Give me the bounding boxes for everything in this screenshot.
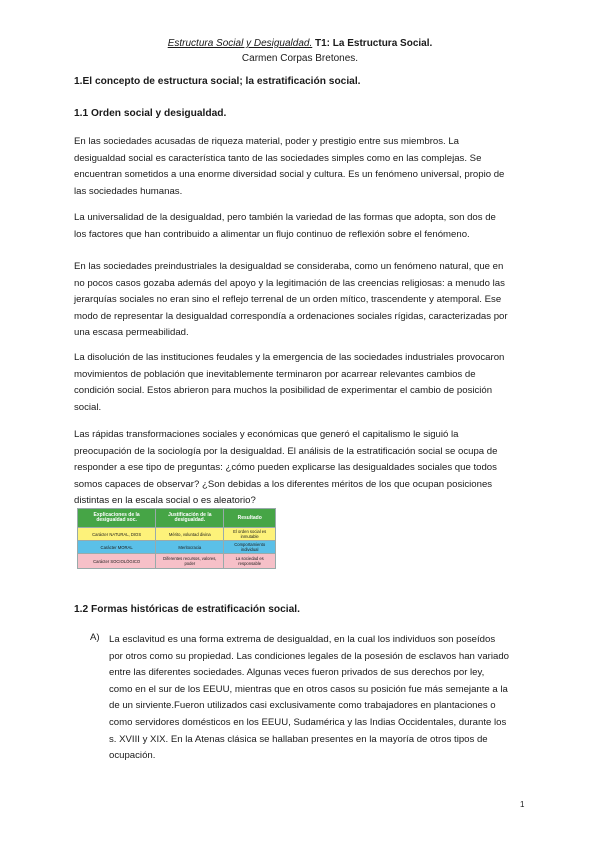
text-line: distintas en la escala social o es aleatorio? [74, 495, 256, 507]
paragraph-2 [74, 210, 534, 243]
table-header-cell: Explicaciones de la desigualdad soc. [78, 509, 156, 528]
course-title: Estructura Social y Desigualdad. [167, 38, 313, 49]
text-line: condición social. Estos abrieron para muchos la posibilidad de experimentar el cambio de posición [74, 385, 493, 397]
text-line: encuentran sometidos a una enorme diversidad social y cultura. Es un fenómeno universal, propio de [74, 169, 505, 181]
table-cell: Diferentes recursos, valores, poder [156, 554, 224, 569]
text-line: La universalidad de la desigualdad, pero también la variedad de las formas que adopta, son dos de [74, 212, 496, 223]
text-line: social. [74, 401, 102, 413]
section-1-2-heading: 1.2 Formas históricas de estratificación social. [74, 604, 300, 615]
text-line: s. XVIII y XIX. En la Atenas clásica se hallaban presentes en la mayoría de otros tipos de [109, 733, 488, 745]
inequality-table [77, 508, 276, 569]
text-line: movimientos de población que inevitablemente terminaron por acarrear relevantes cambios de [74, 368, 476, 380]
text-line: preocupación de la sociología por la desigualdad. El análisis de la estratificación social se ocupa de [74, 445, 498, 457]
paragraph-5 [74, 427, 534, 510]
page-number: 1 [520, 800, 525, 809]
section-1-1-heading: 1.1 Orden social y desigualdad. [74, 108, 227, 119]
text-line: En las sociedades preindustriales la desigualdad se consideraba, como un fenómeno natural, que en [74, 261, 504, 272]
text-line: La disolución de las instituciones feudales y la emergencia de las sociedades industriales provocaron [74, 352, 505, 363]
paragraph-4 [74, 350, 534, 416]
text-line: La esclavitud es una forma extrema de desigualdad, en la cual los individuos son poseídos [109, 634, 496, 645]
text-line: como servidores domésticos en los EEUU, Sudamérica y las Indias Occidentales, durante los [109, 716, 507, 728]
text-line: desigualdad social es característica tanto de las sociedades simples como en las complejas. Se [74, 152, 482, 164]
text-line: una escasa permeabilidad. [74, 327, 189, 339]
text-line: somos capaces de observar? ¿Son debidas a los diferentes méritos de los que ocupan posiciones [74, 478, 493, 490]
table-row [78, 541, 276, 554]
text-line: como en el sur de los EEUU, mientras que en otros casos su posición fue más semejante a la [109, 683, 508, 695]
table-cell: Mérito, voluntad divina [156, 528, 224, 541]
table-row [78, 528, 276, 541]
topic-title: T1: La Estructura Social. [315, 38, 433, 49]
text-line: entre las diferentes sociedades. Algunas veces fueron privados de sus derechos por ley, [109, 667, 485, 679]
paragraph-3 [74, 259, 534, 342]
text-line: modo de representar la desigualdad correspondía a ordenaciones sociales rígidas, caracterizadas por [74, 310, 508, 322]
table-cell: Meritocracia [156, 541, 224, 554]
table-row [78, 554, 276, 569]
author-name: Carmen Corpas Bretones. [241, 53, 359, 64]
list-marker: A) [90, 632, 100, 643]
text-line: responder a ese tipo de preguntas: ¿cómo pueden explicarse las desigualdades sociales que todos [74, 462, 497, 474]
document-header [0, 38, 600, 49]
table-cell: Carácter NATURAL, DIOS [78, 528, 156, 541]
table-header-cell: Resultado [224, 509, 276, 528]
text-line: de un sirviente.Fueron utilizados casi exclusivamente como trabajadores en plantaciones o [109, 700, 496, 712]
text-line: los factores que han contribuido a alimentar un flujo continuo de reflexión sobre el fenómeno. [74, 228, 470, 240]
text-line: ocupación. [109, 750, 156, 762]
text-line: no pocos casos gozaba además del apoyo y la legitimación de las creencias religiosas: a menudo las [74, 277, 505, 289]
text-line: por otros como su propiedad. Las condiciones legales de la posesión de esclavos han variado [109, 650, 509, 662]
text-line: En las sociedades acusadas de riqueza material, poder y prestigio entre sus miembros. La [74, 136, 460, 147]
table-cell: La sociedad es responsable [224, 554, 276, 569]
table-cell: El orden social es inmutable [224, 528, 276, 541]
table-cell: Carácter MORAL [78, 541, 156, 554]
table-cell: Carácter SOCIOLÓGICO [78, 554, 156, 569]
text-line: Las rápidas transformaciones sociales y económicas que generó el capitalismo le siguió la [74, 429, 459, 440]
table-cell: Comportamiento individual [224, 541, 276, 554]
text-line: jerarquías sociales no eran sino el reflejo terrenal de un orden mítico, trascendente y atemporal. Ese [74, 294, 502, 306]
paragraph-1 [74, 134, 534, 200]
text-line: las sociedades humanas. [74, 185, 183, 197]
section-1-heading: 1.El concepto de estructura social; la estratificación social. [74, 76, 361, 87]
list-item-a [109, 632, 539, 765]
table-header-cell: Justificación de la desigualdad. [156, 509, 224, 528]
